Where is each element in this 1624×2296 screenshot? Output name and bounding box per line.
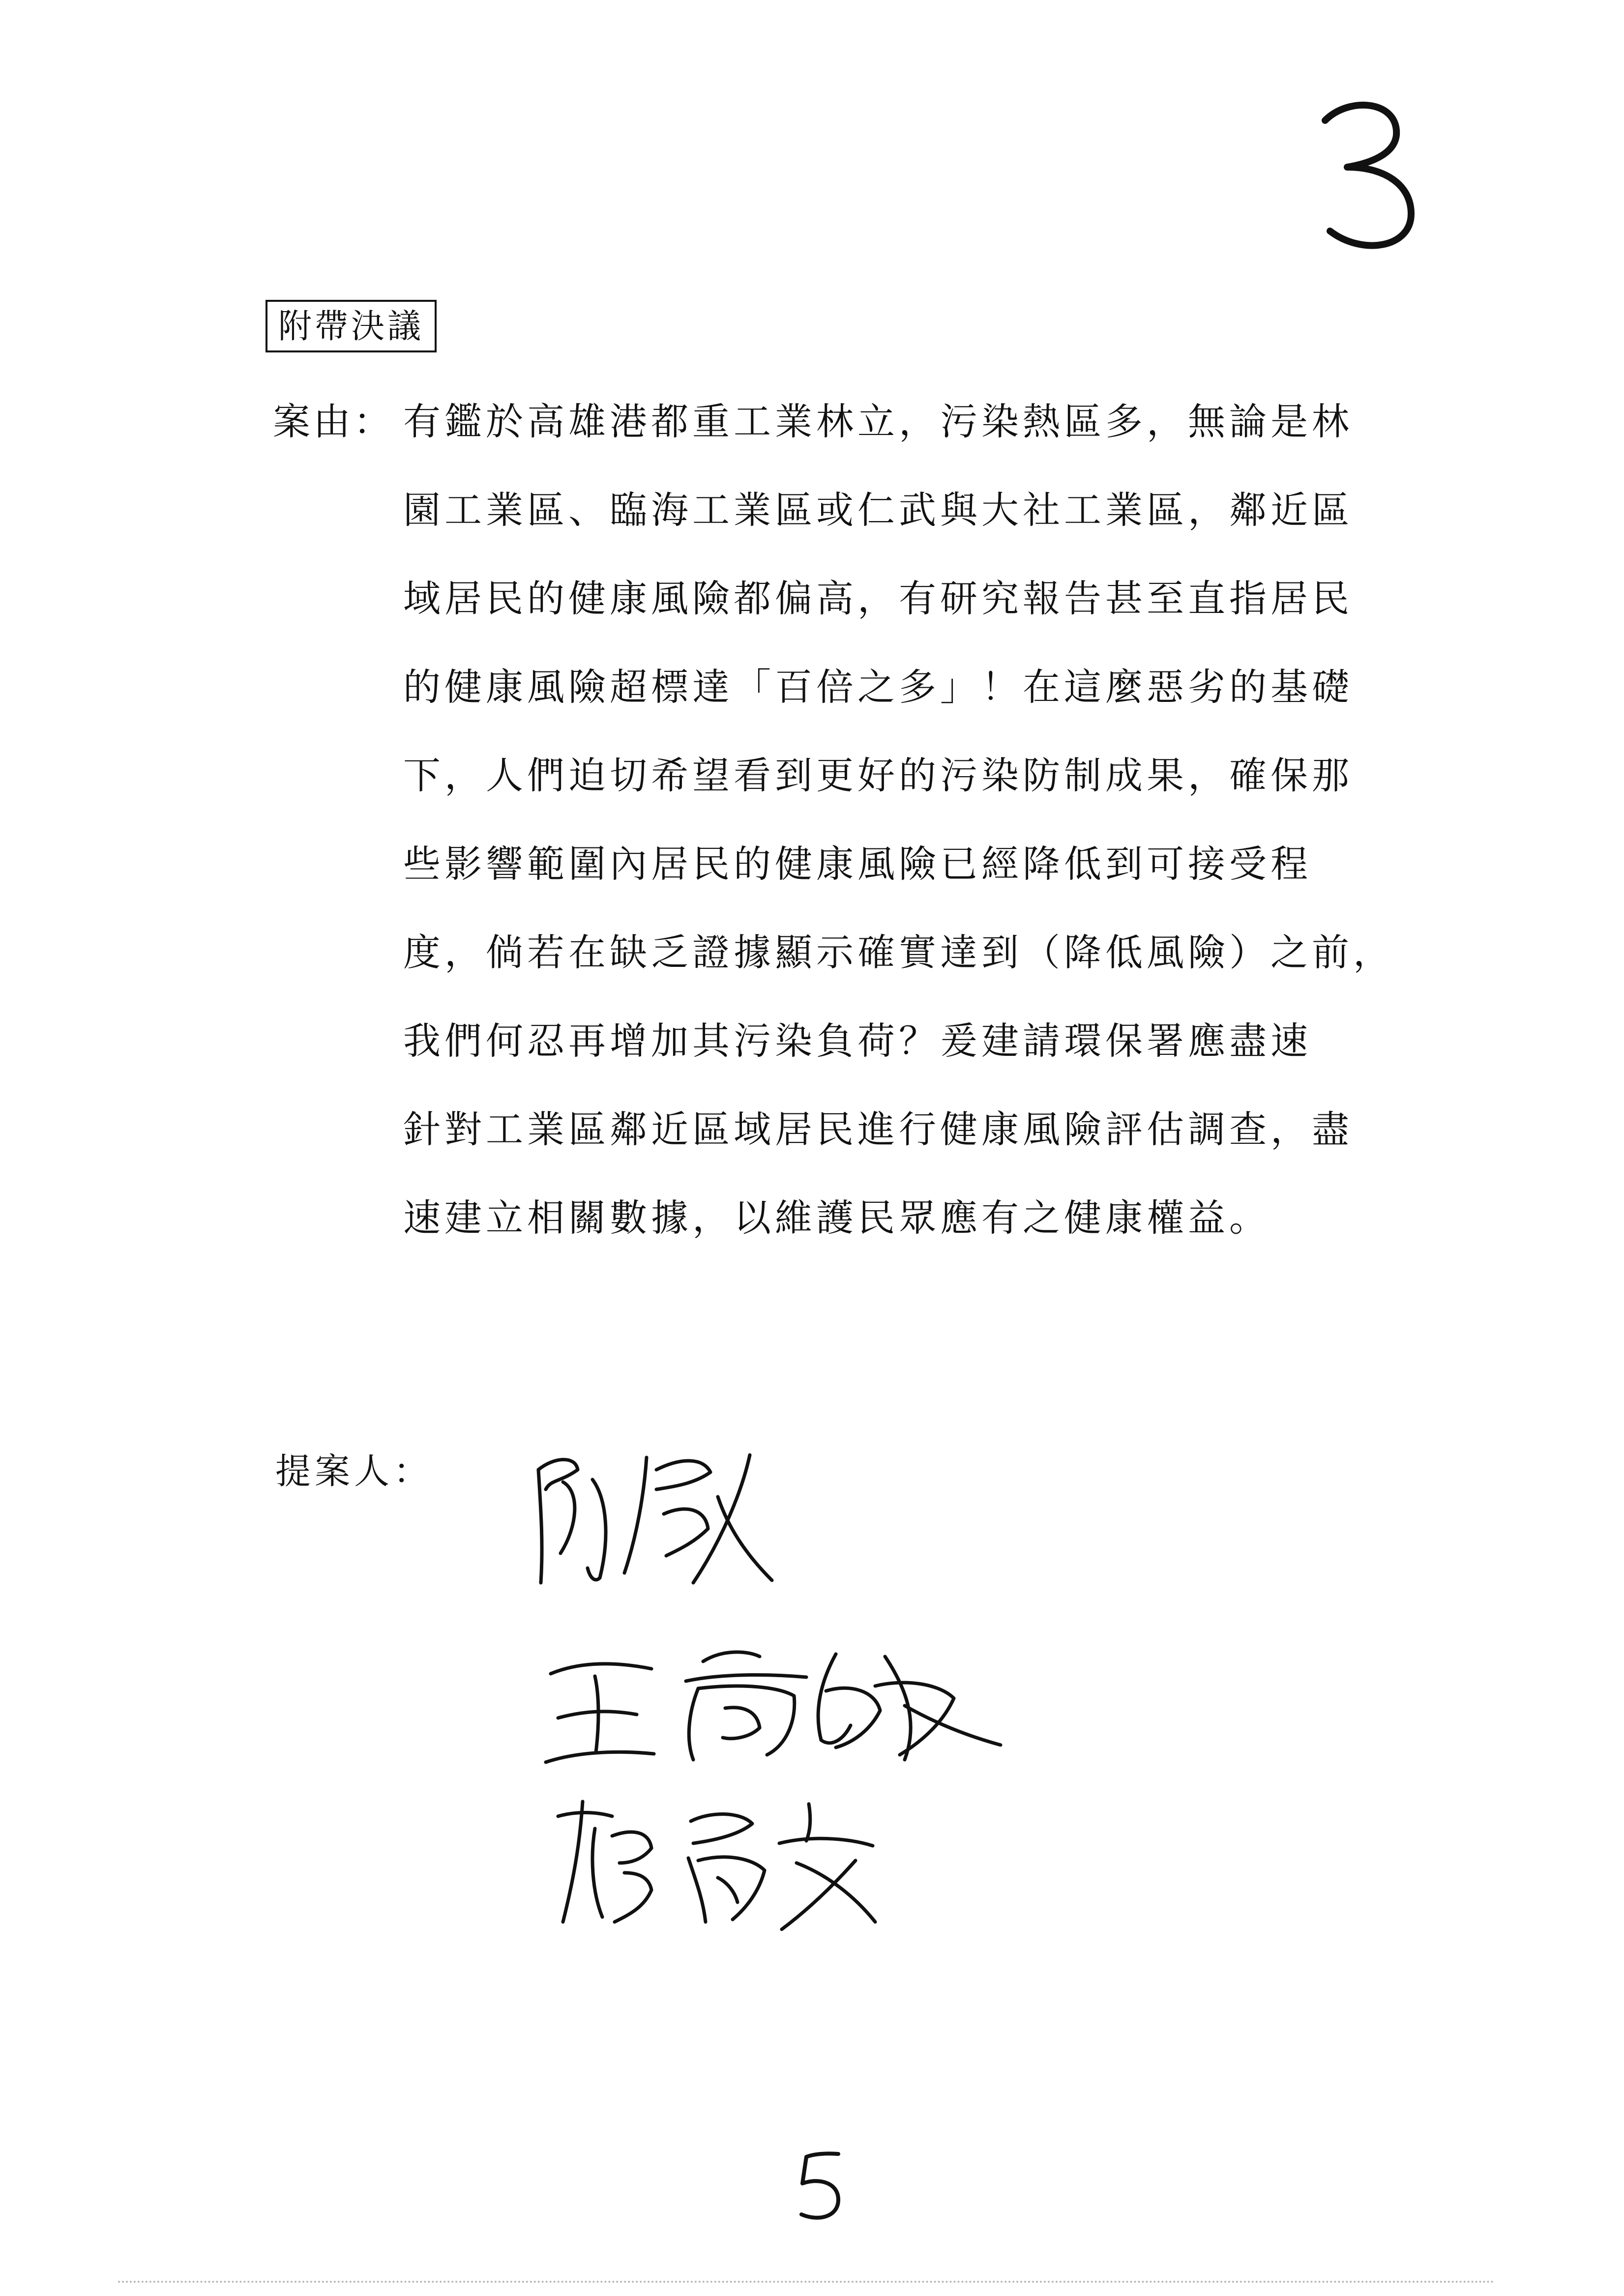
signature-2 xyxy=(531,1627,1008,1774)
motion-line: 速建立相關數據，以維護民眾應有之健康權益。 xyxy=(403,1196,1270,1240)
motion-line: 園工業區、臨海工業區或仁武與大社工業區，鄰近區 xyxy=(403,488,1353,532)
motion-line: 我們何忍再增加其污染負荷？爰建請環保署應盡速 xyxy=(403,1019,1312,1063)
handwritten-footer-number xyxy=(792,2143,851,2227)
handwritten-page-mark xyxy=(1308,93,1426,256)
proposer-label: 提案人： xyxy=(275,1451,433,1492)
motion-line: 有鑑於高雄港都重工業林立，污染熱區多，無論是林 xyxy=(403,400,1353,443)
motion-line: 下，人們迫切希望看到更好的污染防制成果，確保那 xyxy=(403,754,1353,797)
motion-text xyxy=(403,400,1394,1288)
resolution-heading: 附帶決議 xyxy=(266,300,437,352)
motion-line: 的健康風險超標達「百倍之多」！在這麼惡劣的基礎 xyxy=(403,665,1353,709)
motion-line: 針對工業區鄰近區域居民進行健康風險評估調查，盡 xyxy=(403,1107,1353,1151)
signature-1 xyxy=(516,1435,792,1598)
motion-line: 域居民的健康風險都偏高，有研究報告甚至直指居民 xyxy=(403,577,1353,620)
scan-bottom-noise xyxy=(118,2281,1495,2286)
motion-line: 些影響範圍內居民的健康風險已經降低到可接受程 xyxy=(403,842,1312,886)
signature-3 xyxy=(541,1789,885,1937)
motion-line: 度，倘若在缺乏證據顯示確實達到（降低風險）之前， xyxy=(403,930,1394,974)
case-label: 案由： xyxy=(273,400,394,443)
